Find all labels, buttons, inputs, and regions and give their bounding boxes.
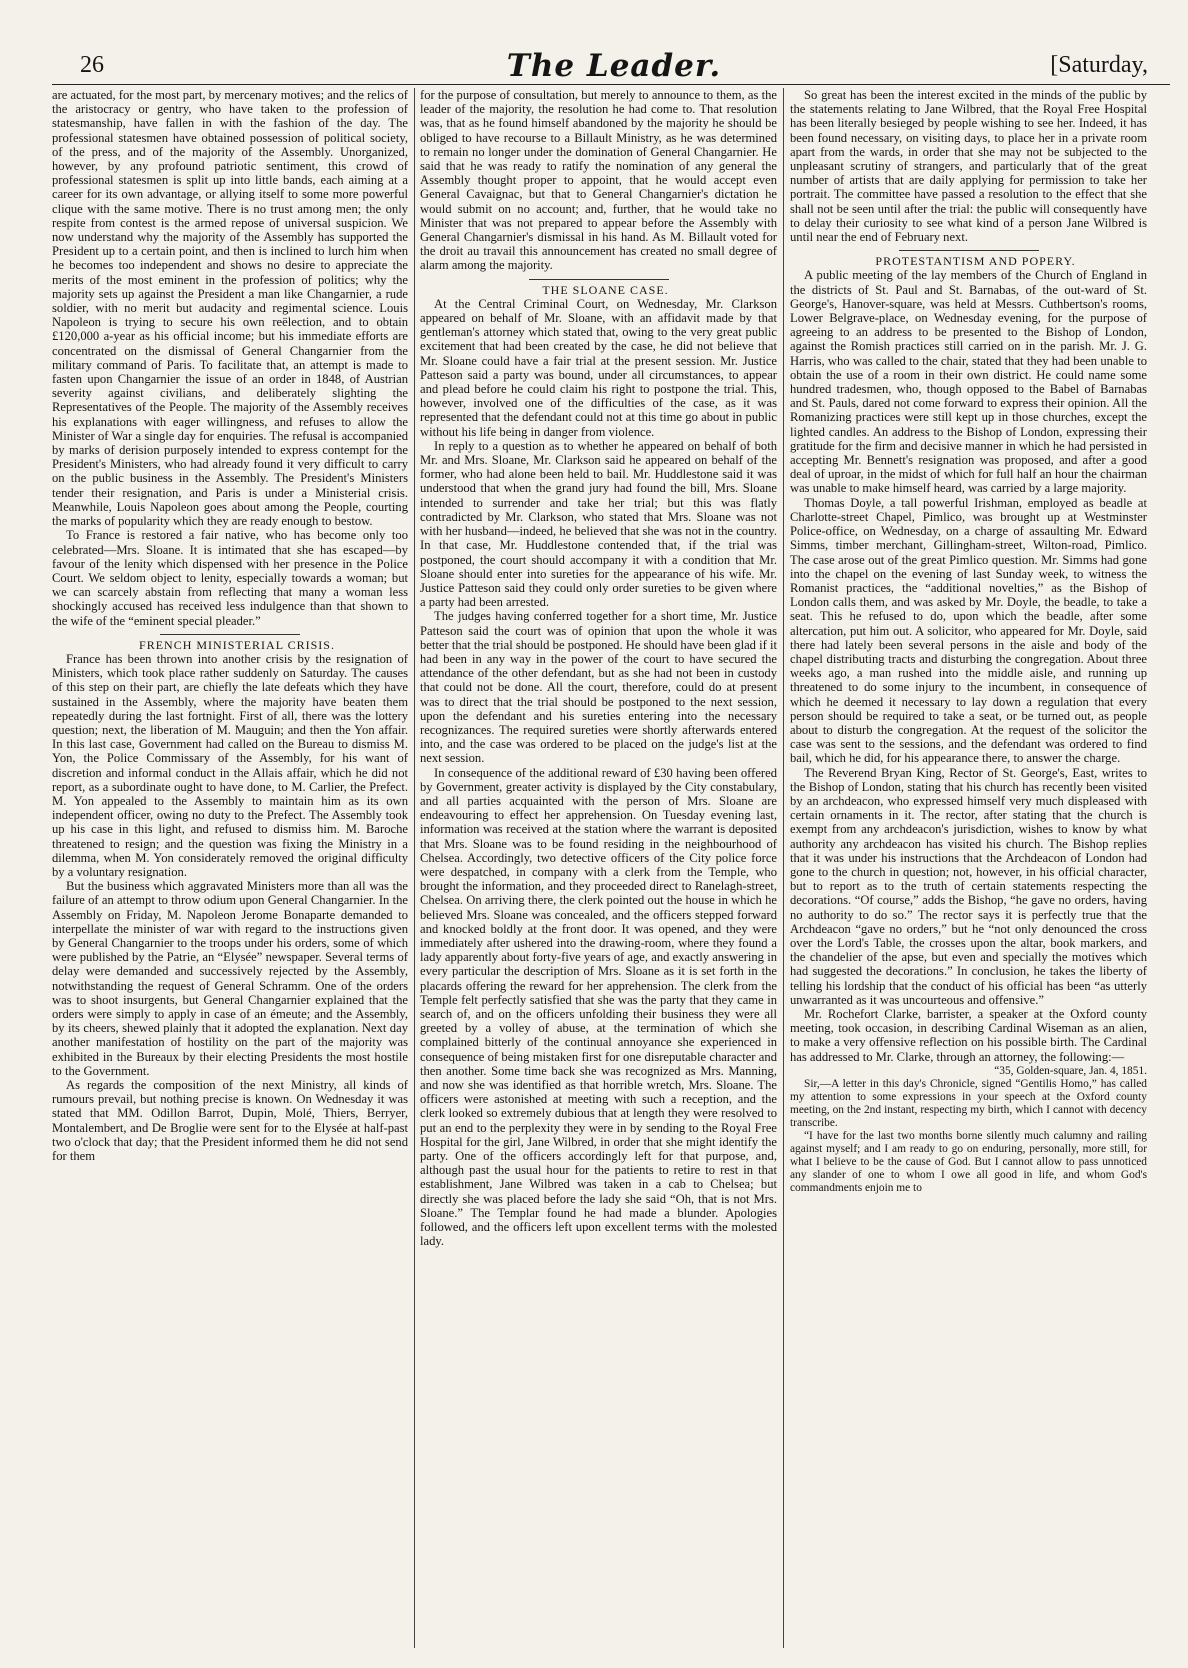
paragraph: In reply to a question as to whether he appeared on behalf of both Mr. and Mrs. Sloane, Mr. Clarkson said he appeared on behalf of the former, who had alone been held to bail. Mr. Huddlestone said it was understood that when the grand jury had found the bill, Mrs. Sloane intended to surrender and take her trial; but this was flatly contradicted by Mr. Clarkson, who stated that Mrs. Sloane was not with her husband—indeed, he believed that she was not in the country. In that case, Mr. Huddlestone contended that, if the trial was postponed, the court should accompany it with a condition that Mr. Sloane should enter into sureties for the appearance of his wife. Mr. Justice Patteson said they could only order sureties to be given where a party had been arrested. bbox=[420, 438, 777, 610]
paragraph: At the Central Criminal Court, on Wednesday, Mr. Clarkson appeared on behalf of Mr. Sloane, with an affidavit made by that gentleman's attorney which stated that, owing to the very great public excitement that had been created by the case, he did not believe that Mr. Sloane could have a fair trial at the present session. Mr. Justice Patteson said a party was bound, under all circumstances, to appear and plead before he could claim his right to postpone the trial. This, however, involved one of the difficulties of the case, as it was represented that the defendant could not at this time go about in public without his life being in danger from violence. bbox=[420, 296, 777, 439]
letter-paragraph: Sir,—A letter in this day's Chronicle, signed “Gentilis Homo,” has called my attention to some expressions in your speech at the Oxford county meeting, on the 2nd instant, respecting my birth, which I cannot with decency transcribe. bbox=[790, 1078, 1147, 1130]
section-rule bbox=[160, 634, 300, 635]
column-1 bbox=[52, 88, 408, 1658]
paragraph: are actuated, for the most part, by mercenary motives; and the relics of the aristocracy or gentry, who have taken to the profession of statesmanship, have fallen in with the fashion of the day. The professional statesmen have obtained possession of political society, of the press, and of the majority of the Assembly. Unorganized, however, by any profound patriotic sentiment, this crowd of professional statesmen is split up into little bands, each aiming at a career for its own advantage, or allying itself to some more powerful clique with the same motive. There is no trust among men; the only respite from contest is the armed repose of universal suspicion. We now understand why the majority of the Assembly has supported the President up to a certain point, and then is inclined to lurch him when he becomes too independent and shows no desire to appreciate the merits of the most eminent in the profession of politics; why the majority sets up against the President a man like Changarnier, a rude soldier, with no merit but audacity and regimental science. Louis Napoleon is trying to secure his own reëlection, and to obtain £120,000 a-year as his official income; but his immediate efforts are concentrated on the dismissal of General Changarnier from the military command of Paris. To facilitate that, an attempt is made to fasten upon Changarnier the issue of an order in 1848, of Austrian severity against civilians, and deliberately slighting the Representatives of the People. The majority of the Assembly receives his explanations with eager willingness, and refuses to allow the Minister of War a single day for enquiries. The refusal is accompanied by marks of derision purposely intended to express contempt for the President's Ministers, who had already found it very difficult to carry on the public business in the Assembly. The President's Ministers tender their resignation, and Paris is under a Ministerial crisis. Meanwhile, Louis Napoleon goes about among the People, courting the marks of popularity which they are ready enough to bestow. bbox=[52, 88, 408, 529]
section-rule bbox=[899, 250, 1039, 251]
paragraph: In consequence of the additional reward of £30 having been offered by Government, greater activity is displayed by the City constabulary, and all parties acquainted with the person of Mrs. Sloane are endeavouring to effect her apprehension. On Tuesday evening last, information was received at the station where the warrant is deposited that Mrs. Sloane was to be found residing in the neighbourhood of Chelsea. Accordingly, two detective officers of the City police force were despatched, in company with a clerk from the Temple, who brought the information, and they proceeded direct to Ranelagh-street, Chelsea. On arriving there, the clerk pointed out the house in which he believed Mrs. Sloane was concealed, and the officers stepped forward and knocked boldly at the front door. It was opened, and they were immediately after ushered into the drawing-room, where they found a lady apparently about forty-five years of age, and exactly answering in every particular the description of Mrs. Sloane as it is set forth in the placards offering the reward for her apprehension. The clerk from the Temple felt perfectly satisfied that she was the party that they came in search of, and on the officers unfolding their business they were all greeted by a volley of abuse, at the termination of which she complained bitterly of the continual annoyance she experienced in consequence of being mistaken first for one disreputable character and then another. Some time back she was recognized as Mrs. Manning, and now she was identified as that horrible wretch, Mrs. Sloane. The officers were astonished at meeting with such a reception, and the clerk looked so extremely dubious that at length they were resolved to put an end to the perplexity they were in by sending to the Royal Free Hospital for the girl, Jane Wilbred, in order that she might identify the party. One of the officers accordingly left for that purpose, and, although past the usual hour for the patients to retire to rest in that establishment, Jane Wilbred was taken in a cab to Chelsea; but directly she was placed before the lady she said “Oh, that is not Mrs. Sloane.” The Templar found he had made a blunder. Apologies followed, and the officers left upon excellent terms with the molested lady. bbox=[420, 765, 777, 1249]
column-2 bbox=[420, 88, 777, 1658]
section-heading: THE SLOANE CASE. bbox=[542, 282, 669, 297]
section-heading: FRENCH MINISTERIAL CRISIS. bbox=[139, 637, 335, 652]
paragraph: Thomas Doyle, a tall powerful Irishman, employed as beadle at Charlotte-street Chapel, Pimlico, was brought up at Westminster Police-office, on Wednesday, on a charge of assaulting Mr. Edward Simms, timber merchant, Gillingham-street, Wilton-road, Pimlico. The case arose out of the great Pimlico question. Mr. Simms had gone into the chapel on the evening of last Sunday week, to witness the Romanist practices, the “additional novelties,” as the Bishop of London calls them, and was asked by Mr. Doyle, the beadle, to take a seat. This he refused to do, upon which the beadle, after some altercation, put him out. A solicitor, who appeared for Mr. Doyle, said there had lately been several persons in the aisle and body of the chapel distributing tracts and disturbing the congregation. About three weeks ago, a man rushed into the middle aisle, and running up threatened to do some injury to the incumbent, in consequence of which he deemed it necessary to lay down a regulation that every person should be required to take a seat, or be turned out, as people about to disturb the congregation. At the request of the solicitor the case was sent to the sessions, and the defendant was ordered to find bail, which he did, for his appearance there, to answer the charge. bbox=[790, 495, 1147, 766]
paragraph: The Reverend Bryan King, Rector of St. George's, East, writes to the Bishop of London, stating that his church has recently been visited by an archdeacon, who expressed himself very much displeased with certain ornaments in it. The rector, after stating that the church is exempt from any archdeacon's jurisdiction, wishes to know by what authority any archdeacon has visited his church. The Bishop replies that it was under his instructions that the Archdeacon of London had gone to the church in question; not, however, in his official character, but to report as to the truth of certain statements respecting the decorations. “Of course,” adds the Bishop, “he gave no orders, having no authority to do so.” The rector says it is perfectly true that the Archdeacon “gave no orders,” but he “not only denounced the cross over the Lord's Table, the crosses upon the altar, book markers, and the chandelier of the apse, but even and specially the motives which had suggested the decorations.” In conclusion, he takes the liberty of telling his lordship that the conduct of his official has been “as utterly unwarranted as it was uncourteous and offensive.” bbox=[790, 765, 1147, 1007]
header-rule bbox=[52, 84, 1170, 85]
page-day: [Saturday, bbox=[1050, 52, 1148, 78]
paragraph: The judges having conferred together for a short time, Mr. Justice Patteson said the court was of opinion that upon the whole it was better that the trial should be postponed. He should have been glad if it had been in any way in the power of the court to have secured the attendance of the other defendant, but as she had not been in custody that could not be done. All the court, therefore, could do at present was to direct that the trial should be postponed to the next session, upon the defendant and his sureties entering into the necessary recognizances. The required sureties were shortly afterwards entered into, and the case was ordered to be placed on the judge's list at the next session. bbox=[420, 609, 777, 766]
paragraph: A public meeting of the lay members of the Church of England in the districts of St. Paul and St. Barnabas, of the out-ward of St. George's, Hanover-square, was held at Messrs. Cuthbertson's rooms, Lower Belgrave-place, on Wednesday evening, for the purpose of agreeing to an address to be presented to the Bishop of London, against the Romish practices still carried on in the parish. Mr. J. G. Harris, who was called to the chair, stated that they had been unable to obtain the use of a room in their own district. He could name some hundred tradesmen, who, though opposed to the Babel of Barnabas and St. Pauls, dared not come forward to express their opinion. All the Romanizing practices were still kept up in those churches, except the lighted candles. An address to the Bishop of London, expressing their gratitude for the firm and decisive manner in which he had persisted in accepting Mr. Bennett's resignation was proposed, and after a good deal of uproar, in the midst of which for full half an hour the chairman was unable to make himself heard, was carried by a large majority. bbox=[790, 268, 1147, 496]
letter-paragraph: “I have for the last two months borne silently much calumny and railing against myself; and I am ready to go on enduring, personally, more still, for what I believe to be the cause of God. But I cannot allow to pass unnoticed any slander of one to whom I owe all good in life, and whom God's commandments enjoin me to bbox=[790, 1130, 1147, 1195]
paragraph: So great has been the interest excited in the minds of the public by the statements relating to Jane Wilbred, that the Royal Free Hospital has been literally besieged by people wishing to see her. Indeed, it has been found necessary, on visiting days, to place her in a private room apart from the wards, in order that she may not be subjected to the unpleasant scrutiny of strangers, and particularly that of the great number of artists that are daily applying for permission to take her portrait. The committee have passed a resolution to the effect that she shall not be seen until after the trial: the public will consequently have to delay their curiosity to see what kind of a person Jane Wilbred is until near the end of February next. bbox=[790, 88, 1147, 245]
section-heading: PROTESTANTISM AND POPERY. bbox=[875, 254, 1076, 269]
paragraph: France has been thrown into another crisis by the resignation of Ministers, which took place rather suddenly on Saturday. The causes of this step on their part, are chiefly the late defeats which they have sustained in the Assembly, where the majority have beaten them repeatedly during the last fortnight. First of all, there was the lottery question; next, the liberation of M. Mauguin; and then the Yon affair. In this last case, Government had called on the Bureau to dismiss M. Yon, the Police Commissary of the Assembly, for his want of discretion and informal conduct in the Allais affair, which he did not report, as a subordinate ought to have done, to M. Carlier, the Prefect. M. Yon appealed to the Assembly to maintain him as its own independent officer, owing no duty to the Prefect. The Assembly took up his case in this light, and refused to dismiss him. M. Baroche threatened to resign; and the question was fixing the Ministry in a dilemma, when M. Yon considerately removed the original difficulty by a voluntary resignation. bbox=[52, 651, 408, 879]
paragraph: To France is restored a fair native, who has become only too celebrated—Mrs. Sloane. It is intimated that she has escaped—by favour of the lenity which dispensed with her presence in the Police Court. We seldom object to lenity, especially towards a woman; but we can scarcely abstain from reflecting that many a woman less shockingly accused has received less indulgence than that shown to the wife of the “eminent special pleader.” bbox=[52, 528, 408, 628]
page-number: 26 bbox=[80, 52, 104, 78]
column-3 bbox=[790, 88, 1147, 1658]
paragraph: for the purpose of consultation, but merely to announce to them, as the leader of the majority, the resolution he had come to. That resolution was, that as he found himself abandoned by the majority he should be obliged to have recourse to a Billault Ministry, as he was determined to remain no longer under the domination of General Changarnier. He said that he was ready to ratify the nomination of any general the Assembly thought proper to appoint, that he would accept even General Cavaignac, but that to General Changarnier's dictation he would submit on no account; and, further, that he would take no Minister that was not prepared to appear before the Assembly with General Changarnier's dismissal in his hand. As M. Billault voted for the droit au travail this announcement has created no small degree of alarm among the majority. bbox=[420, 88, 777, 273]
newspaper-title: The Leader. bbox=[506, 48, 722, 84]
column-divider bbox=[783, 88, 784, 1648]
paragraph: But the business which aggravated Ministers more than all was the failure of an attempt to throw odium upon General Changarnier. In the Assembly on Friday, M. Napoleon Jerome Bonaparte demanded to interpellate the minister of war with regard to the instructions given by General Changarnier to the troops under his orders, some of which were published by the Patrie, an “Elysée” newspaper. Several terms of delay were demanded and successively rejected by the Assembly, notwithstanding the request of General Schramm. One of the orders was to shoot insurgents, but General Changarnier explained that the orders were simply to apply in case of an émeute; and the Assembly, by its cheers, shewed plainly that it adopted the explanation. Next day another manifestation of hostility on the part of the majority was exhibited in the Bureaux by their electing Presidents the most hostile to the Government. bbox=[52, 879, 408, 1078]
section-rule bbox=[529, 279, 669, 280]
paragraph: As regards the composition of the next Ministry, all kinds of rumours prevail, but nothing precise is known. On Wednesday it was stated that MM. Odillon Barrot, Dupin, Molé, Thiers, Berryer, Montalembert, and De Broglie were sent for to the Elysée at half-past two o'clock that day; that the President informed them he did not send for them bbox=[52, 1078, 408, 1164]
masthead bbox=[80, 48, 1148, 88]
paragraph: Mr. Rochefort Clarke, barrister, a speaker at the Oxford county meeting, took occasion, in describing Cardinal Wiseman as an alien, to make a very offensive reflection on his possible birth. The Cardinal has addressed to Mr. Clarke, through an attorney, the following:— bbox=[790, 1007, 1147, 1064]
letter-dateline: “35, Golden-square, Jan. 4, 1851. bbox=[994, 1064, 1147, 1077]
column-divider bbox=[414, 88, 415, 1648]
